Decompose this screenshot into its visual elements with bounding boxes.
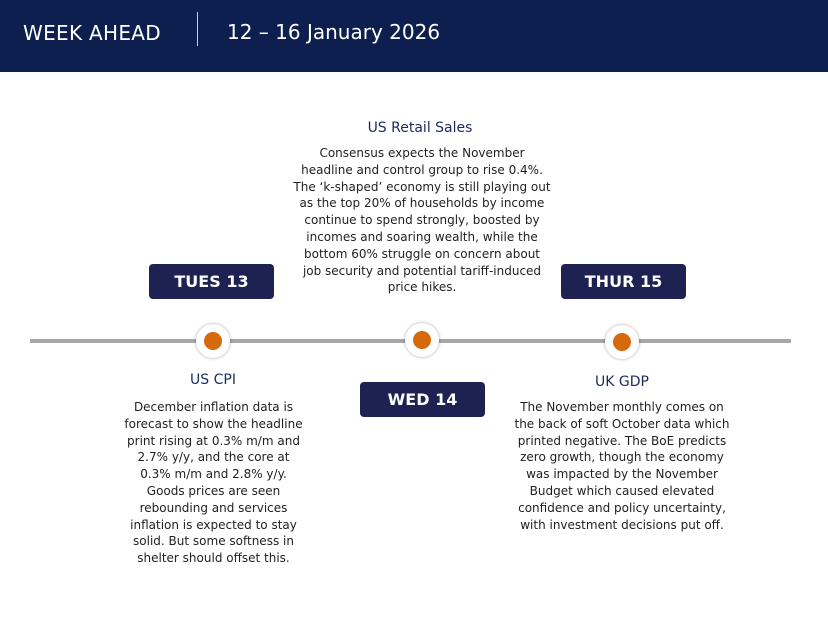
day-badge-thur: THUR 15	[561, 264, 686, 299]
date-range: 12 – 16 January 2026	[227, 20, 441, 44]
event-text-uk-gdp: The November monthly comes on the back of soft October data which printed negative. The BoE predicts zero growth, though the economy was impacted by the November Budget which caused elevated confidence and policy uncertainty, with investment decisions put off.	[514, 400, 730, 532]
event-title-us-retail-sales: US Retail Sales	[367, 120, 473, 136]
event-text-us-cpi: December inflation data is forecast to show the headline print rising at 0.3% m/m and 2.7% y/y, and the core at 0.3% m/m and 2.8% y/y. Goods prices are seen rebounding and services inflation is expected to stay solid. But some softness in shelter should offset this.	[124, 400, 303, 566]
event-title-us-cpi: US CPI	[190, 372, 236, 388]
header-bar	[0, 0, 828, 72]
marker-dot-icon	[204, 332, 222, 350]
event-text-us-retail-sales: Consensus expects the November headline and control group to rise 0.4%. The ‘k-shaped’ economy is still playing out as the top 20% of households by income continue to spend strongly, boosted by incomes and soaring wealth, while the bottom 60% struggle on concern about job security and potential tariff-induced price hikes.	[293, 146, 551, 295]
timeline-marker-thur	[605, 325, 639, 359]
day-badge-tues: TUES 13	[149, 264, 274, 299]
marker-dot-icon	[613, 333, 631, 351]
timeline-marker-tues	[196, 324, 230, 358]
page-title: WEEK AHEAD	[23, 21, 161, 45]
event-title-uk-gdp: UK GDP	[595, 374, 649, 390]
header-divider	[197, 12, 198, 46]
day-badge-wed: WED 14	[360, 382, 485, 417]
marker-dot-icon	[413, 331, 431, 349]
timeline-marker-wed	[405, 323, 439, 357]
